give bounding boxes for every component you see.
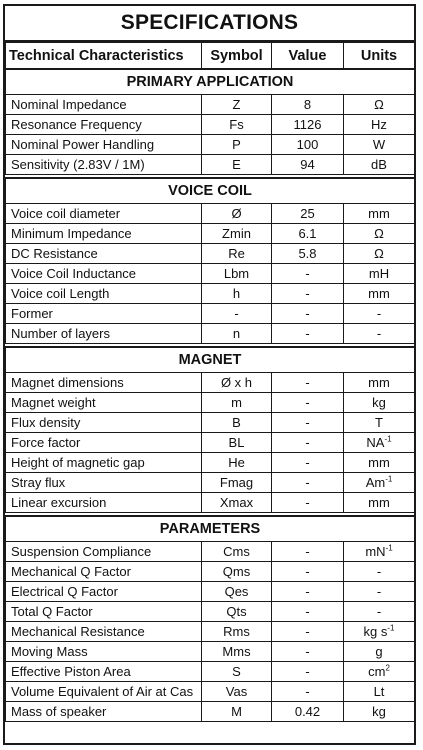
unit-cell-text: Hz: [371, 117, 387, 132]
parameter-cell-text: Mass of speaker: [11, 704, 107, 719]
value-cell-text: 100: [296, 137, 319, 152]
parameter-cell-text: Volume Equivalent of Air at Cas: [11, 684, 194, 699]
symbol-cell: [202, 115, 272, 135]
symbol-cell-text: n: [232, 326, 241, 341]
parameter-cell-text: Resonance Frequency: [11, 117, 142, 132]
unit-cell: [344, 622, 415, 642]
table-row: [6, 473, 415, 493]
symbol-cell-text: Xmax: [219, 495, 254, 510]
unit-cell-text: mm: [368, 455, 390, 470]
unit-cell-text: Ω: [374, 246, 384, 261]
symbol-cell: [202, 562, 272, 582]
unit-cell: [344, 284, 415, 304]
value-cell: [272, 244, 344, 264]
value-cell-text: -: [305, 375, 310, 390]
spec-table: [5, 42, 415, 722]
symbol-cell-text: -: [234, 306, 239, 321]
value-cell-text: -: [305, 604, 310, 619]
table-row: [6, 493, 415, 513]
parameter-cell-text: Suspension Compliance: [11, 544, 152, 559]
value-cell: [272, 702, 344, 722]
value-cell-text: -: [305, 544, 310, 559]
value-cell: [272, 95, 344, 115]
value-cell: [272, 224, 344, 244]
table-row: [6, 602, 415, 622]
section-title: MAGNET: [6, 347, 415, 373]
value-cell-text: 0.42: [294, 704, 321, 719]
parameter-cell-text: Mechanical Resistance: [11, 624, 145, 639]
parameter-cell: [6, 702, 202, 722]
symbol-cell: [202, 204, 272, 224]
unit-cell: [344, 324, 415, 344]
section-header-row: [6, 69, 415, 95]
unit-cell: [344, 702, 415, 722]
parameter-cell: [6, 642, 202, 662]
value-cell: [272, 682, 344, 702]
value-cell-text: 5.8: [298, 246, 317, 261]
unit-cell-text: dB: [371, 157, 387, 172]
unit-cell: [344, 373, 415, 393]
symbol-cell-text: Ø: [231, 206, 242, 221]
value-cell-text: -: [305, 684, 310, 699]
value-cell: [272, 493, 344, 513]
symbol-cell-text: Vas: [225, 684, 248, 699]
unit-cell-text: kg: [372, 704, 386, 719]
value-cell-text: -: [305, 584, 310, 599]
parameter-cell-text: Nominal Power Handling: [11, 137, 155, 152]
unit-cell-text: cm: [368, 664, 386, 679]
symbol-cell: [202, 493, 272, 513]
unit-cell: [344, 95, 415, 115]
symbol-cell: [202, 473, 272, 493]
unit-cell: [344, 135, 415, 155]
symbol-cell: [202, 393, 272, 413]
symbol-cell-text: Re: [228, 246, 245, 261]
parameter-cell-text: Moving Mass: [11, 644, 88, 659]
table-row: [6, 622, 415, 642]
symbol-cell: [202, 135, 272, 155]
symbol-cell-text: Fmag: [219, 475, 254, 490]
symbol-cell-text: h: [232, 286, 241, 301]
table-row: [6, 224, 415, 244]
unit-superscript: -1: [384, 434, 392, 444]
unit-cell: [344, 204, 415, 224]
unit-cell: [344, 244, 415, 264]
symbol-cell-text: B: [232, 415, 241, 430]
table-row: [6, 682, 415, 702]
parameter-cell: [6, 95, 202, 115]
section-header-row: [6, 178, 415, 204]
value-cell: [272, 453, 344, 473]
parameter-cell: [6, 562, 202, 582]
symbol-cell-text: P: [232, 137, 241, 152]
parameter-cell: [6, 115, 202, 135]
unit-cell-text: kg s: [363, 624, 388, 639]
table-row: [6, 115, 415, 135]
table-row: [6, 244, 415, 264]
table-row: [6, 204, 415, 224]
parameter-cell: [6, 433, 202, 453]
unit-cell-text: g: [375, 644, 383, 659]
parameter-cell-text: Minimum Impedance: [11, 226, 132, 241]
symbol-cell: [202, 602, 272, 622]
value-cell: [272, 562, 344, 582]
symbol-cell: [202, 433, 272, 453]
symbol-cell: [202, 373, 272, 393]
unit-cell: [344, 682, 415, 702]
parameter-cell-text: Magnet weight: [11, 395, 96, 410]
value-cell-text: 1126: [293, 117, 322, 132]
parameter-cell-text: Linear excursion: [11, 495, 107, 510]
value-cell: [272, 622, 344, 642]
parameter-cell-text: Voice coil Length: [11, 286, 110, 301]
parameter-cell-text: Height of magnetic gap: [11, 455, 145, 470]
unit-cell-text: -: [376, 604, 382, 619]
unit-cell: [344, 582, 415, 602]
symbol-cell-text: S: [232, 664, 241, 679]
symbol-cell-text: M: [231, 704, 242, 719]
unit-cell: [344, 393, 415, 413]
parameter-cell: [6, 264, 202, 284]
parameter-cell-text: Total Q Factor: [11, 604, 93, 619]
value-cell-text: -: [305, 395, 310, 410]
symbol-cell-text: He: [228, 455, 245, 470]
specifications-sheet: [3, 4, 416, 745]
unit-cell: [344, 562, 415, 582]
unit-superscript: -1: [385, 543, 393, 553]
parameter-cell-text: Flux density: [11, 415, 81, 430]
table-row: [6, 453, 415, 473]
unit-cell: [344, 642, 415, 662]
value-cell-text: -: [305, 455, 310, 470]
table-row: [6, 642, 415, 662]
symbol-cell: [202, 264, 272, 284]
value-cell: [272, 582, 344, 602]
parameter-cell: [6, 413, 202, 433]
unit-cell: [344, 304, 415, 324]
value-cell-text: 8: [303, 97, 312, 112]
table-row: [6, 135, 415, 155]
value-cell: [272, 324, 344, 344]
table-row: [6, 562, 415, 582]
parameter-cell-text: Former: [11, 306, 53, 321]
value-cell-text: -: [305, 644, 310, 659]
parameter-cell: [6, 135, 202, 155]
value-cell: [272, 413, 344, 433]
table-row: [6, 413, 415, 433]
table-row: [6, 393, 415, 413]
symbol-cell-text: BL: [228, 435, 245, 450]
symbol-cell: [202, 542, 272, 562]
unit-cell: [344, 413, 415, 433]
parameter-cell: [6, 662, 202, 682]
unit-cell-text: T: [375, 415, 383, 430]
section-header-row: [6, 516, 415, 542]
section-title: PARAMETERS: [6, 516, 415, 542]
unit-cell: [344, 453, 415, 473]
value-cell: [272, 542, 344, 562]
unit-cell-text: mm: [368, 286, 390, 301]
symbol-cell-text: Qes: [224, 584, 249, 599]
unit-cell-text: -: [376, 584, 382, 599]
parameter-cell-text: Stray flux: [11, 475, 66, 490]
value-cell-text: -: [305, 326, 310, 341]
symbol-cell: [202, 224, 272, 244]
parameter-cell: [6, 204, 202, 224]
parameter-cell-text: Number of layers: [11, 326, 110, 341]
section-title: VOICE COIL: [6, 178, 415, 204]
parameter-cell: [6, 682, 202, 702]
symbol-cell: [202, 453, 272, 473]
parameter-cell-text: Sensitivity (2.83V / 1M): [11, 157, 145, 172]
unit-cell-text: -: [376, 326, 382, 341]
unit-cell-text: Ω: [374, 226, 384, 241]
unit-cell: [344, 433, 415, 453]
table-row: [6, 702, 415, 722]
table-row: [6, 433, 415, 453]
unit-cell: [344, 662, 415, 682]
symbol-cell: [202, 642, 272, 662]
unit-superscript: 2: [385, 663, 390, 673]
value-cell: [272, 433, 344, 453]
unit-superscript: -1: [387, 623, 395, 633]
unit-cell-text: -: [376, 564, 382, 579]
symbol-cell-text: Z: [232, 97, 241, 112]
value-cell: [272, 602, 344, 622]
parameter-cell-text: Magnet dimensions: [11, 375, 124, 390]
unit-superscript: -1: [385, 474, 393, 484]
parameter-cell-text: Voice Coil Inductance: [11, 266, 137, 281]
sheet-title: SPECIFICATIONS: [5, 6, 414, 42]
unit-cell: [344, 224, 415, 244]
value-cell: [272, 304, 344, 324]
value-cell-text: -: [305, 564, 310, 579]
value-cell: [272, 373, 344, 393]
value-cell: [272, 204, 344, 224]
value-cell-text: -: [305, 435, 310, 450]
unit-cell: [344, 602, 415, 622]
unit-cell-text: -: [376, 306, 382, 321]
spec-body: [6, 69, 415, 722]
parameter-cell: [6, 244, 202, 264]
unit-cell-text: mm: [368, 206, 390, 221]
unit-cell-text: NA: [366, 435, 385, 450]
table-row: [6, 542, 415, 562]
unit-cell-text: Lt: [373, 684, 385, 699]
value-cell: [272, 115, 344, 135]
symbol-cell-text: Zmin: [222, 226, 251, 241]
value-cell-text: 6.1: [298, 226, 317, 241]
value-cell-text: 94: [300, 157, 315, 172]
section-header-row: [6, 347, 415, 373]
header-value: Value: [272, 43, 344, 70]
parameter-cell: [6, 373, 202, 393]
parameter-cell-text: DC Resistance: [11, 246, 98, 261]
symbol-cell: [202, 155, 272, 175]
value-cell: [272, 135, 344, 155]
symbol-cell: [202, 413, 272, 433]
value-cell: [272, 642, 344, 662]
symbol-cell-text: Qms: [222, 564, 251, 579]
table-row: [6, 284, 415, 304]
unit-cell: [344, 115, 415, 135]
symbol-cell-text: Lbm: [223, 266, 250, 281]
header-symbol: Symbol: [202, 43, 272, 70]
parameter-cell: [6, 224, 202, 244]
parameter-cell: [6, 622, 202, 642]
symbol-cell: [202, 244, 272, 264]
symbol-cell-text: E: [232, 157, 241, 172]
value-cell-text: 25: [300, 206, 315, 221]
symbol-cell-text: Fs: [229, 117, 244, 132]
parameter-cell-text: Voice coil diameter: [11, 206, 121, 221]
parameter-cell: [6, 602, 202, 622]
unit-cell-text: mN: [365, 544, 386, 559]
symbol-cell-text: Cms: [223, 544, 250, 559]
unit-cell-text: W: [372, 137, 386, 152]
value-cell: [272, 284, 344, 304]
symbol-cell: [202, 662, 272, 682]
parameter-cell-text: Force factor: [11, 435, 81, 450]
value-cell-text: -: [305, 415, 310, 430]
symbol-cell: [202, 95, 272, 115]
parameter-cell-text: Effective Piston Area: [11, 664, 131, 679]
parameter-cell: [6, 155, 202, 175]
parameter-cell: [6, 493, 202, 513]
header-units: Units: [344, 43, 415, 70]
table-row: [6, 582, 415, 602]
symbol-cell: [202, 682, 272, 702]
table-row: [6, 304, 415, 324]
unit-cell-text: mm: [368, 495, 390, 510]
unit-cell-text: mm: [368, 375, 390, 390]
unit-cell: [344, 155, 415, 175]
parameter-cell: [6, 473, 202, 493]
section-title: PRIMARY APPLICATION: [6, 69, 415, 95]
symbol-cell: [202, 622, 272, 642]
symbol-cell: [202, 324, 272, 344]
symbol-cell-text: Mms: [222, 644, 251, 659]
symbol-cell-text: Rms: [223, 624, 250, 639]
value-cell-text: -: [305, 266, 310, 281]
unit-cell-text: mH: [368, 266, 390, 281]
header-row: [6, 43, 415, 70]
table-row: [6, 373, 415, 393]
parameter-cell-text: Nominal Impedance: [11, 97, 127, 112]
value-cell-text: -: [305, 286, 310, 301]
header-technical-characteristics: Technical Characteristics: [6, 43, 202, 70]
table-row: [6, 155, 415, 175]
value-cell-text: -: [305, 624, 310, 639]
parameter-cell: [6, 542, 202, 562]
unit-cell: [344, 473, 415, 493]
value-cell-text: -: [305, 306, 310, 321]
table-row: [6, 662, 415, 682]
value-cell-text: -: [305, 495, 310, 510]
parameter-cell: [6, 393, 202, 413]
value-cell: [272, 662, 344, 682]
table-row: [6, 324, 415, 344]
table-row: [6, 95, 415, 115]
value-cell: [272, 473, 344, 493]
parameter-cell: [6, 324, 202, 344]
symbol-cell: [202, 582, 272, 602]
symbol-cell: [202, 702, 272, 722]
value-cell-text: -: [305, 475, 310, 490]
parameter-cell: [6, 453, 202, 473]
symbol-cell-text: Qts: [226, 604, 247, 619]
parameter-cell-text: Mechanical Q Factor: [11, 564, 131, 579]
unit-cell: [344, 493, 415, 513]
parameter-cell: [6, 284, 202, 304]
parameter-cell-text: Electrical Q Factor: [11, 584, 118, 599]
unit-cell-text: kg: [372, 395, 386, 410]
parameter-cell: [6, 582, 202, 602]
value-cell: [272, 155, 344, 175]
unit-cell: [344, 264, 415, 284]
table-row: [6, 264, 415, 284]
unit-cell: [344, 542, 415, 562]
unit-cell-text: Ω: [374, 97, 384, 112]
value-cell: [272, 264, 344, 284]
symbol-cell-text: Ø x h: [220, 375, 253, 390]
value-cell-text: -: [305, 664, 310, 679]
parameter-cell: [6, 304, 202, 324]
symbol-cell: [202, 284, 272, 304]
value-cell: [272, 393, 344, 413]
symbol-cell-text: m: [231, 395, 242, 410]
unit-cell-text: Am: [365, 475, 386, 490]
symbol-cell: [202, 304, 272, 324]
